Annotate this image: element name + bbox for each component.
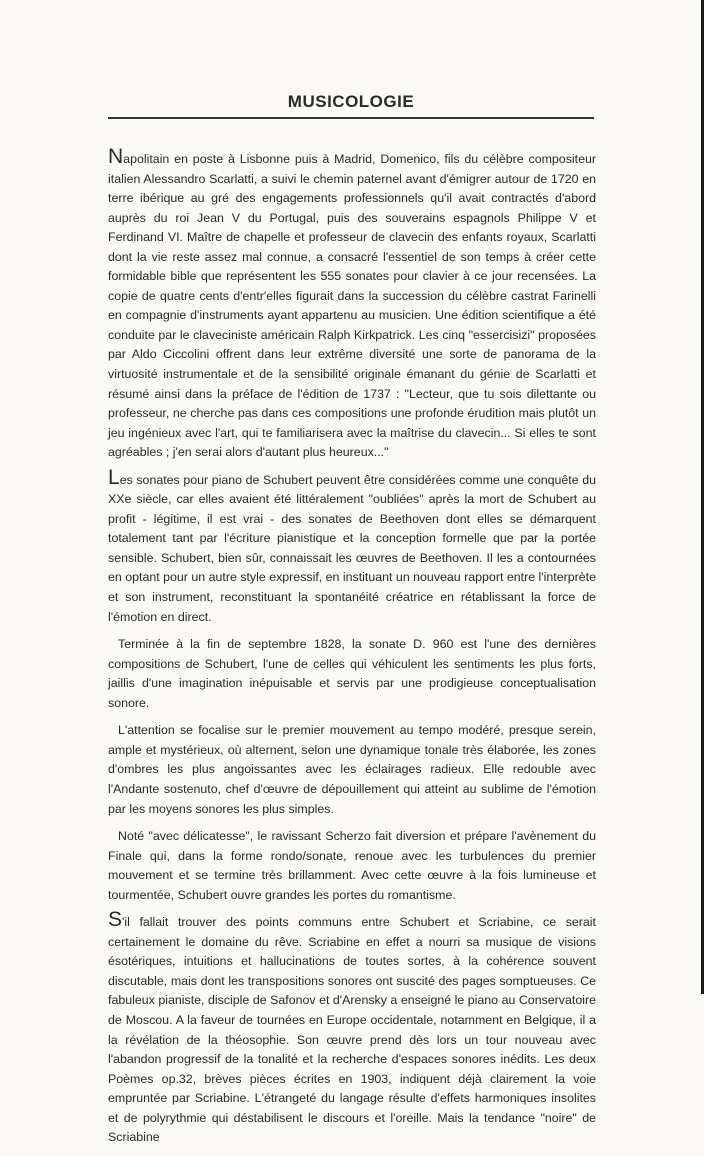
paragraph-scarlatti <box>108 145 596 463</box>
paragraph-text: 'il fallait trouver des points communs entre Schubert et Scriabine, ce serait certainement le domaine du rêve. Scriabine en effet a nourri sa musique de visions ésotériques, intuitions et hallucinations de toutes sortes, à la cohérence souvent discutable, mais dont les transpositions sonores ont suscité des pages somptueuses. Ce fabuleux pianiste, disciple de Safonov et d'Arensky a enseigné le piano au Conservatoire de Moscou. A la faveur de tournées en Europe occidentale, notamment en Belgique, il a la révélation de la théosophie. Son œuvre prend dès lors un tour nouveau avec l'abandon progressif de la tonalité et la recherche d'espaces sonores inédits. Les deux Poèmes op.32, brèves pièces écrites en 1903, indiquent déjà clairement la voie empruntée par Scriabine. L'étrangeté du langage résulte d'effets harmoniques insolites et de polyrythmie qui déstabilisent le discours et l'oreille. Mais la tendance "noire" de Scriabine <box>108 915 596 1145</box>
paragraph-text: Noté "avec délicatesse", le ravissant Scherzo fait diversion et prépare l'avènement du Finale qui, dans la forme rondo/sonate, renoue avec les turbulences du premier mouvement et se termine très brillamment. Avec cette œuvre à la fois lumineuse et tourmentée, Schubert ouvre grandes les portes du romantisme. <box>108 829 596 902</box>
drop-cap: S <box>108 908 123 932</box>
paragraph-text: L'attention se focalise sur le premier mouvement au tempo modéré, presque serein, ample et mystérieux, où alternent, selon une dynamique tonale très élaborée, les zones d'ombres les plus angoissantes avec les éclairages radieux. Elle redouble avec l'Andante sostenuto, chef d'œuvre de dépouillement qui atteint au sublime de l'émotion par les moyens sonores les plus simples. <box>108 723 596 816</box>
paragraph-scriabine <box>108 908 596 1148</box>
title-underline <box>108 117 594 119</box>
paragraph-text: es sonates pour piano de Schubert peuvent être considérées comme une conquête du XXe siècle, car elles avaient été littéralement "oubliées" après la mort de Schubert au profit - légitime, il est vrai - des sonates de Beethoven dont elles se démarquent totalement tant par l'écriture pianistique et la conception formelle que par la portée sensible. Schubert, bien sûr, connaissait les œuvres de Beethoven. Il les a contournées en optant pour un autre style expressif, en instituant un nouveau rapport entre l'interprète et son instrument, reconstituant la spontanéité créatrice en rétablissant la force de l'émotion en direct. <box>108 472 596 624</box>
paragraph-text: Terminée à la fin de septembre 1828, la sonate D. 960 est l'une des dernières compositions de Schubert, l'une de celles qui véhiculent les sentiments les plus forts, jaillis d'une imagination inépuisable et servis par une prodigieuse conceptualisation sonore. <box>108 637 596 710</box>
paragraph-schubert-intro <box>108 465 596 627</box>
paragraph-scherzo <box>108 827 596 905</box>
paragraph-text: apolitain en poste à Lisbonne puis à Madrid, Domenico, fils du célèbre compositeur italien Alessandro Scarlatti, a suivi le chemin paternel avant d'émigrer autour de 1720 en terre ibérique au gré des engagements professionnels qu'il avait contractés d'abord auprès du roi Jean V du Portugal, puis des souverains espagnols Philippe V et Ferdinand VI. Maître de chapelle et professeur de clavecin des enfants royaux, Scarlatti dont la vie reste assez mal connue, a consacré l'essentiel de son temps à créer cette formidable bible que représentent les 555 sonates pour clavier à ce jour recensées. La copie de quatre cents d'entr'elles figurait dans la succession du célèbre castrat Farinelli en compagnie d'instruments ayant appartenu au musicien. Une édition scientifique a été conduite par le claveciniste américain Ralph Kirkpatrick. Les cinq "essercisizi" proposées par Aldo Ciccolini offrent dans leur extrême diversité une sorte de panorama de la virtuosité instrumentale et de la sensibilité originale émanant du génie de Scarlatti et résumé ainsi dans la préface de l'édition de 1737 : "Lecteur, que tu sois dilettante ou professeur, ne cherche pas dans ces compositions une profonde érudition mais plutôt un jeu ingénieux avec l'art, qui te familiarisera avec la maîtrise du clavecin... Si elles te sont agréables ; j'en serai alors d'autant plus heureux..." <box>108 152 596 460</box>
paragraph-first-movement <box>108 721 596 819</box>
page-title: MUSICOLOGIE <box>287 92 415 111</box>
article-body <box>108 145 596 1156</box>
drop-cap: L <box>108 465 120 489</box>
paragraph-d960 <box>108 635 596 713</box>
drop-cap: N <box>108 145 124 168</box>
